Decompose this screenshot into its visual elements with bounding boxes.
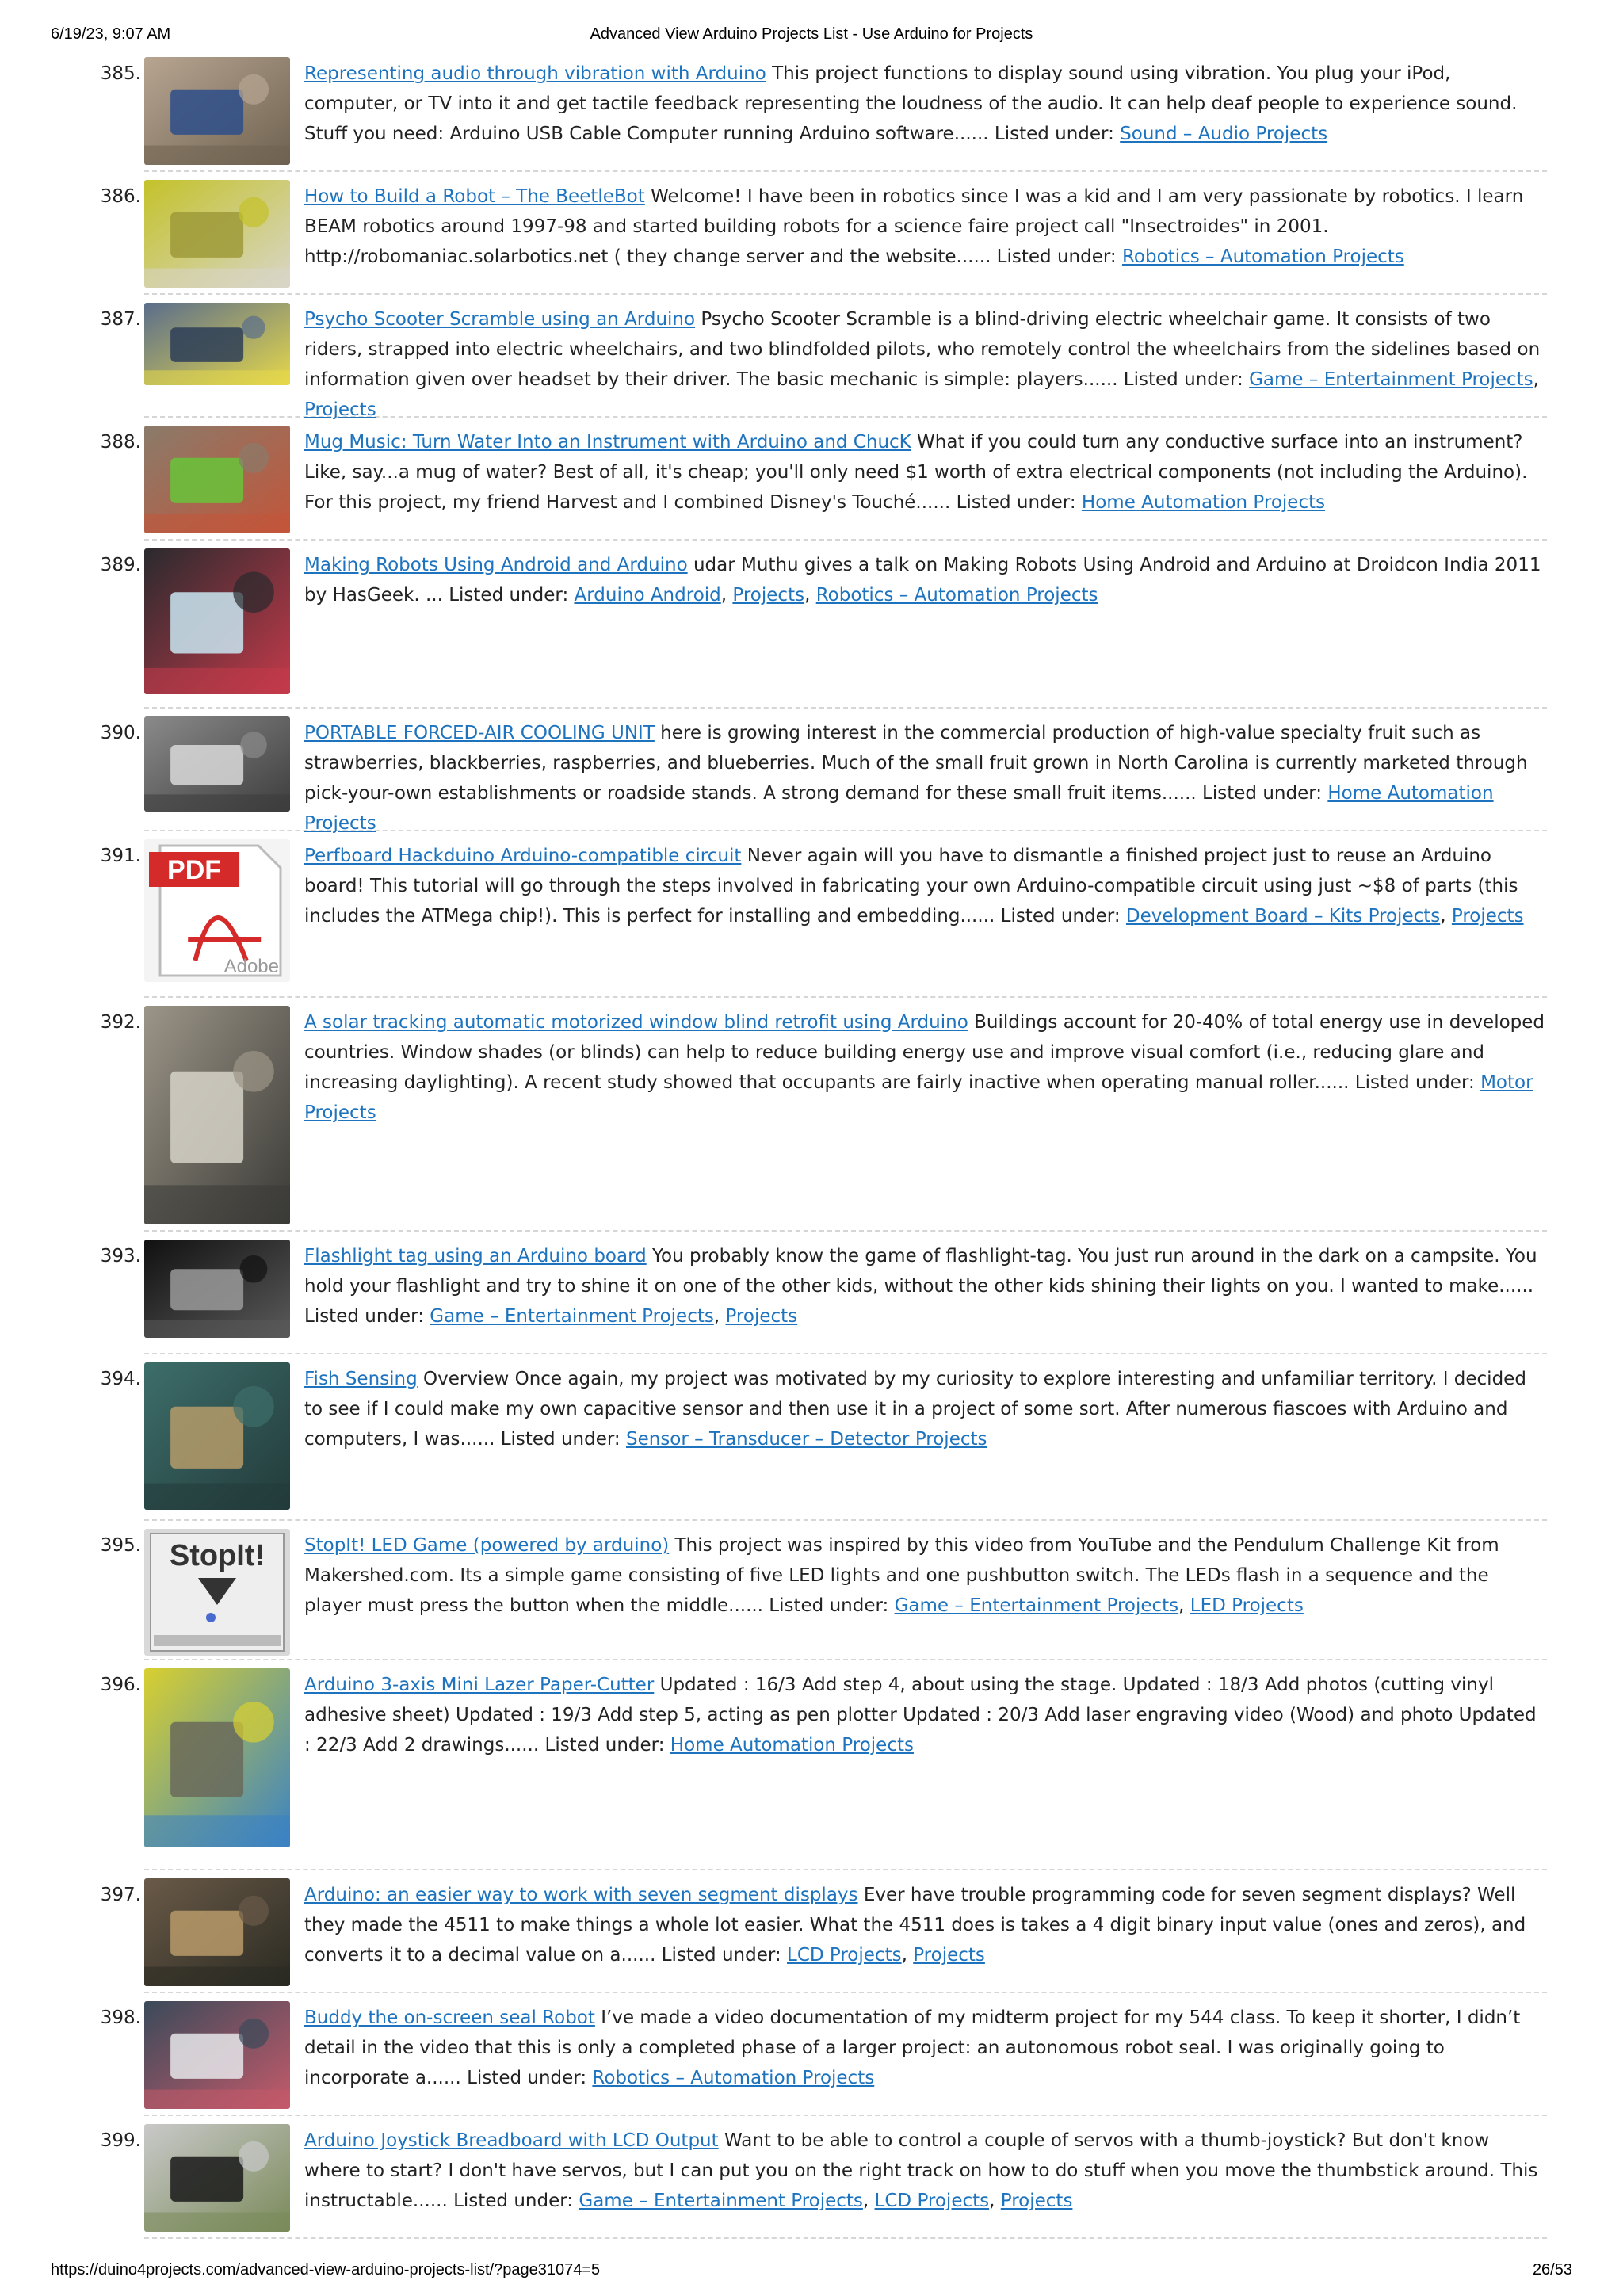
item-thumbnail[interactable] bbox=[144, 57, 290, 165]
category-separator: , bbox=[804, 585, 816, 606]
print-date: 6/19/23, 9:07 AM bbox=[51, 25, 171, 43]
item-number: 388. bbox=[100, 432, 141, 453]
category-link[interactable]: Game – Entertainment Projects bbox=[430, 1306, 714, 1327]
category-link[interactable]: Game – Entertainment Projects bbox=[579, 2191, 863, 2211]
item-title-link[interactable]: A solar tracking automatic motorized window blind retrofit using Arduino bbox=[304, 1012, 968, 1033]
listed-under-label: Listed under: bbox=[1349, 1072, 1475, 1093]
item-text bbox=[304, 831, 1547, 931]
item-text bbox=[304, 172, 1547, 272]
item-description: Never again will you have to dismantle a finished project just to reuse an Arduino board! This tutorial will go through the steps involved in fabricating your own Arduino-compatible circuit using just ~$8 of parts (this includes the ATMega chip!). This is perfect for installing and embedding...... bbox=[304, 846, 1518, 926]
list-item bbox=[100, 831, 1547, 998]
item-thumbnail[interactable] bbox=[144, 180, 290, 288]
listed-under-label: Listed under: bbox=[763, 1595, 889, 1616]
item-thumbnail[interactable] bbox=[144, 839, 290, 982]
listed-under-label: Listed under: bbox=[1196, 783, 1323, 804]
item-text bbox=[304, 709, 1547, 839]
item-text bbox=[304, 998, 1547, 1128]
item-description: Updated : 16/3 Add step 4, about using the stage. Updated : 18/3 Add photos (cutting vinyl adhesive sheet) Updated : 19/3 Add step 5, acting as pen plotter Updated : 20/3 Add laser engraving video (Wood) and photo Updated : 22/3 Add 2 drawings...... bbox=[304, 1675, 1537, 1755]
listed-under-label: Listed under: bbox=[988, 124, 1114, 144]
list-item bbox=[100, 172, 1547, 295]
item-thumbnail[interactable] bbox=[144, 716, 290, 812]
page-number: 26/53 bbox=[1532, 2261, 1572, 2279]
item-number: 390. bbox=[100, 723, 141, 743]
item-thumbnail[interactable] bbox=[144, 1668, 290, 1847]
list-item bbox=[100, 1870, 1547, 1993]
item-description: I’ve made a video documentation of my midterm project for my 544 class. To keep it shorter, I didn’t detail in the video that this is only a completed phase of a larger project: an autonomous robot seal. I was originally going to incorporate a...... Listed under: bbox=[304, 2008, 1521, 2088]
page-title: Advanced View Arduino Projects List - Use Arduino for Projects bbox=[590, 25, 1033, 43]
list-item bbox=[100, 418, 1547, 541]
item-number: 389. bbox=[100, 555, 141, 575]
category-link[interactable]: Motor Projects bbox=[304, 1072, 1533, 1123]
item-number: 385. bbox=[100, 63, 141, 84]
item-title-link[interactable]: Fish Sensing bbox=[304, 1369, 418, 1389]
item-text bbox=[304, 295, 1547, 425]
category-separator: , bbox=[901, 1945, 914, 1966]
item-title-link[interactable]: Mug Music: Turn Water Into an Instrument with Arduino and ChucK bbox=[304, 432, 911, 453]
project-list bbox=[0, 49, 1623, 2239]
category-link[interactable]: Projects bbox=[304, 399, 376, 420]
item-thumbnail[interactable] bbox=[144, 1240, 290, 1338]
item-number: 392. bbox=[100, 1012, 141, 1033]
item-thumbnail[interactable] bbox=[144, 1362, 290, 1510]
item-text bbox=[304, 1521, 1547, 1621]
print-footer bbox=[51, 2261, 1572, 2285]
list-item bbox=[100, 2116, 1547, 2239]
category-link[interactable]: Robotics – Automation Projects bbox=[1121, 246, 1404, 267]
item-text bbox=[304, 1660, 1547, 1760]
item-number: 398. bbox=[100, 2008, 141, 2028]
item-text bbox=[304, 541, 1547, 610]
item-title-link[interactable]: Making Robots Using Android and Arduino bbox=[304, 555, 688, 575]
item-description: Buildings account for 20-40% of total energy use in developed countries. Window shades (or blinds) can help to reduce building energy use and improve visual comfort (i.e., reducing glare and increasing daylighting). A recent study showed that occupants are fairly inactive when operating manual roller...... bbox=[304, 1012, 1545, 1093]
category-link[interactable]: Home Automation Projects bbox=[1081, 492, 1326, 513]
item-title-link[interactable]: Flashlight tag using an Arduino board bbox=[304, 1246, 647, 1266]
category-link[interactable]: Projects bbox=[1000, 2191, 1073, 2211]
category-link[interactable]: LCD Projects bbox=[787, 1945, 902, 1966]
item-number: 387. bbox=[100, 309, 141, 330]
pdf-label: PDF bbox=[167, 855, 222, 885]
item-number: 394. bbox=[100, 1369, 141, 1389]
item-title-link[interactable]: StopIt! LED Game (powered by arduino) bbox=[304, 1535, 670, 1556]
adobe-label: Adobe bbox=[223, 956, 279, 977]
list-item bbox=[100, 1521, 1547, 1660]
listed-under-label: Listed under: bbox=[1117, 369, 1243, 390]
item-title-link[interactable]: Psycho Scooter Scramble using an Arduino bbox=[304, 309, 696, 330]
item-description: Ever have trouble programming code for seven segment displays? Well they made the 4511 to make things a whole lot easier. What the 4511 does is takes a 4 digit binary input value (ones and zeros), and converts it to a decimal value on a...... bbox=[304, 1885, 1526, 1966]
list-item bbox=[100, 1232, 1547, 1354]
item-text bbox=[304, 1870, 1547, 1970]
listed-under-label: Listed under: bbox=[950, 492, 1076, 513]
category-link[interactable]: Projects bbox=[725, 1306, 798, 1327]
item-number: 393. bbox=[100, 1246, 141, 1266]
listed-under-label: Listed under: bbox=[442, 585, 569, 606]
listed-under-label: Listed under: bbox=[495, 1429, 621, 1450]
item-description: This project was inspired by this video from YouTube and the Pendulum Challenge Kit from Makershed.com. Its a simple game consisting of five LED lights and one pushbutton switch. The LEDs flash in a sequence and the player must press the button when the middle...... bbox=[304, 1535, 1499, 1616]
category-link[interactable]: Sound – Audio Projects bbox=[1120, 124, 1328, 144]
item-text bbox=[304, 2116, 1547, 2216]
category-link[interactable]: Robotics – Automation Projects bbox=[815, 585, 1098, 606]
item-text bbox=[304, 1354, 1547, 1454]
item-number: 386. bbox=[100, 186, 141, 207]
item-description: This project functions to display sound using vibration. You plug your iPod, computer, or TV into it and get tactile feedback representing the loudness of the audio. It can help deaf people to experience sound. Stuff you need: Arduino USB Cable Computer running Arduino software...... bbox=[304, 63, 1518, 144]
item-text bbox=[304, 418, 1547, 518]
list-item bbox=[100, 1660, 1547, 1870]
item-description: Welcome! I have been in robotics since I was a kid and I am very passionate by robotics. I learn BEAM robotics around 1997-98 and started building robots for a science faire project call "Insectroides" in 2001. http://robomaniac.solarbotics.net ( they change server and the website...... bbox=[304, 186, 1524, 267]
category-link[interactable]: LCD Projects bbox=[874, 2191, 990, 2211]
list-item bbox=[100, 295, 1547, 420]
item-description: Overview Once again, my project was motivated by my curiosity to explore interesting and unfamiliar territory. I decided to see if I could make my own capacitive sensor and then use it in a project of some sort. After numerous fiascoes with Arduino and computers, I was...... bbox=[304, 1369, 1526, 1450]
listed-under-label: Listed under: bbox=[995, 906, 1121, 926]
item-text bbox=[304, 49, 1547, 149]
category-separator: , bbox=[1178, 1595, 1190, 1616]
item-thumbnail[interactable] bbox=[144, 2124, 290, 2232]
category-separator: , bbox=[989, 2191, 1001, 2211]
list-item bbox=[100, 1993, 1547, 2116]
item-number: 395. bbox=[100, 1535, 141, 1556]
category-separator: , bbox=[1440, 906, 1452, 926]
listed-under-label: Listed under: bbox=[539, 1735, 665, 1755]
category-link[interactable]: Projects bbox=[732, 585, 805, 606]
category-separator: , bbox=[862, 2191, 875, 2211]
category-link[interactable]: LED Projects bbox=[1190, 1595, 1304, 1616]
category-separator: , bbox=[720, 585, 733, 606]
item-text bbox=[304, 1993, 1547, 2093]
list-item bbox=[100, 709, 1547, 834]
category-link[interactable]: Sensor – Transducer – Detector Projects bbox=[626, 1429, 987, 1450]
item-description: What if you could turn any conductive surface into an instrument? Like, say...a mug of water? Best of all, it's cheap; you'll only need $1 worth of extra electrical components (not including the Arduino). For this project, my friend Harvest and I combined Disney's Touché...... bbox=[304, 432, 1528, 513]
item-number: 399. bbox=[100, 2130, 141, 2151]
category-link[interactable]: Home Automation Projects bbox=[304, 783, 1494, 834]
item-number: 396. bbox=[100, 1675, 141, 1695]
item-title-link[interactable]: PORTABLE FORCED-AIR COOLING UNIT bbox=[304, 723, 655, 743]
item-title-link[interactable]: Arduino: an easier way to work with seven segment displays bbox=[304, 1885, 858, 1905]
category-separator: , bbox=[713, 1306, 726, 1327]
category-link[interactable]: Projects bbox=[913, 1945, 985, 1966]
item-thumbnail[interactable] bbox=[144, 548, 290, 694]
category-separator: , bbox=[1533, 369, 1539, 390]
item-description: Want to be able to control a couple of servos with a thumb-joystick? But don't know where to start? I don't have servos, but I can put you on the right track on how to do stuff when you move the thumbstick around. This instructable...... Listed under: bbox=[304, 2130, 1538, 2211]
category-link[interactable]: Robotics – Automation Projects bbox=[592, 2068, 875, 2088]
item-thumbnail[interactable] bbox=[144, 1529, 290, 1656]
item-thumbnail[interactable] bbox=[144, 303, 290, 385]
item-description: You probably know the game of flashlight-tag. You just run around in the dark on a campsite. You hold your flashlight and try to shine it on one of the other kids, without the other kids shining their lights on you. I wanted to make...... Listed under: bbox=[304, 1246, 1537, 1327]
category-link[interactable]: Development Board – Kits Projects bbox=[1125, 906, 1441, 926]
listed-under-label: Listed under: bbox=[991, 246, 1117, 267]
category-link[interactable]: Game – Entertainment Projects bbox=[1249, 369, 1533, 390]
category-link[interactable]: Game – Entertainment Projects bbox=[894, 1595, 1179, 1616]
page-url: https://duino4projects.com/advanced-view-arduino-projects-list/?page31074=5 bbox=[51, 2261, 601, 2279]
category-link[interactable]: Home Automation Projects bbox=[670, 1735, 914, 1755]
item-description: here is growing interest in the commercial production of high-value specialty fruit such as strawberries, blackberries, raspberries, and blueberries. Much of the small fruit grown in North Carolina is currently marketed through pick-your-own establishments or roadside stands. A strong demand for these small fruit items...... bbox=[304, 723, 1528, 804]
item-title-link[interactable]: Perfboard Hackduino Arduino-compatible circuit bbox=[304, 846, 742, 866]
stopit-label: StopIt! bbox=[169, 1539, 265, 1572]
item-thumbnail[interactable] bbox=[144, 2001, 290, 2109]
list-item bbox=[100, 49, 1547, 172]
category-link[interactable]: Arduino Android bbox=[574, 585, 721, 606]
list-item bbox=[100, 998, 1547, 1232]
item-title-link[interactable]: Buddy the on-screen seal Robot bbox=[304, 2008, 595, 2028]
item-thumbnail[interactable] bbox=[144, 426, 290, 533]
category-link[interactable]: Projects bbox=[1451, 906, 1524, 926]
item-title-link[interactable]: How to Build a Robot – The BeetleBot bbox=[304, 186, 645, 207]
item-thumbnail[interactable] bbox=[144, 1006, 290, 1224]
item-description: Psycho Scooter Scramble is a blind-driving electric wheelchair game. It consists of two riders, strapped into electric wheelchairs, and two blindfolded pilots, who remotely control the wheelchairs from the sidelines based on information given over headset by their driver. The basic mechanic is simple: players...... bbox=[304, 309, 1541, 390]
item-text bbox=[304, 1232, 1547, 1331]
item-number: 397. bbox=[100, 1885, 141, 1905]
print-header bbox=[51, 25, 1572, 49]
item-title-link[interactable]: Representing audio through vibration with Arduino bbox=[304, 63, 766, 84]
item-description: udar Muthu gives a talk on Making Robots Using Android and Arduino at Droidcon India 2011 by HasGeek. ... bbox=[304, 555, 1541, 606]
item-thumbnail[interactable] bbox=[144, 1878, 290, 1986]
list-item bbox=[100, 1354, 1547, 1521]
list-item bbox=[100, 541, 1547, 709]
item-number: 391. bbox=[100, 846, 141, 866]
item-title-link[interactable]: Arduino 3-axis Mini Lazer Paper-Cutter bbox=[304, 1675, 655, 1695]
item-title-link[interactable]: Arduino Joystick Breadboard with LCD Output bbox=[304, 2130, 719, 2151]
listed-under-label: Listed under: bbox=[655, 1945, 781, 1966]
